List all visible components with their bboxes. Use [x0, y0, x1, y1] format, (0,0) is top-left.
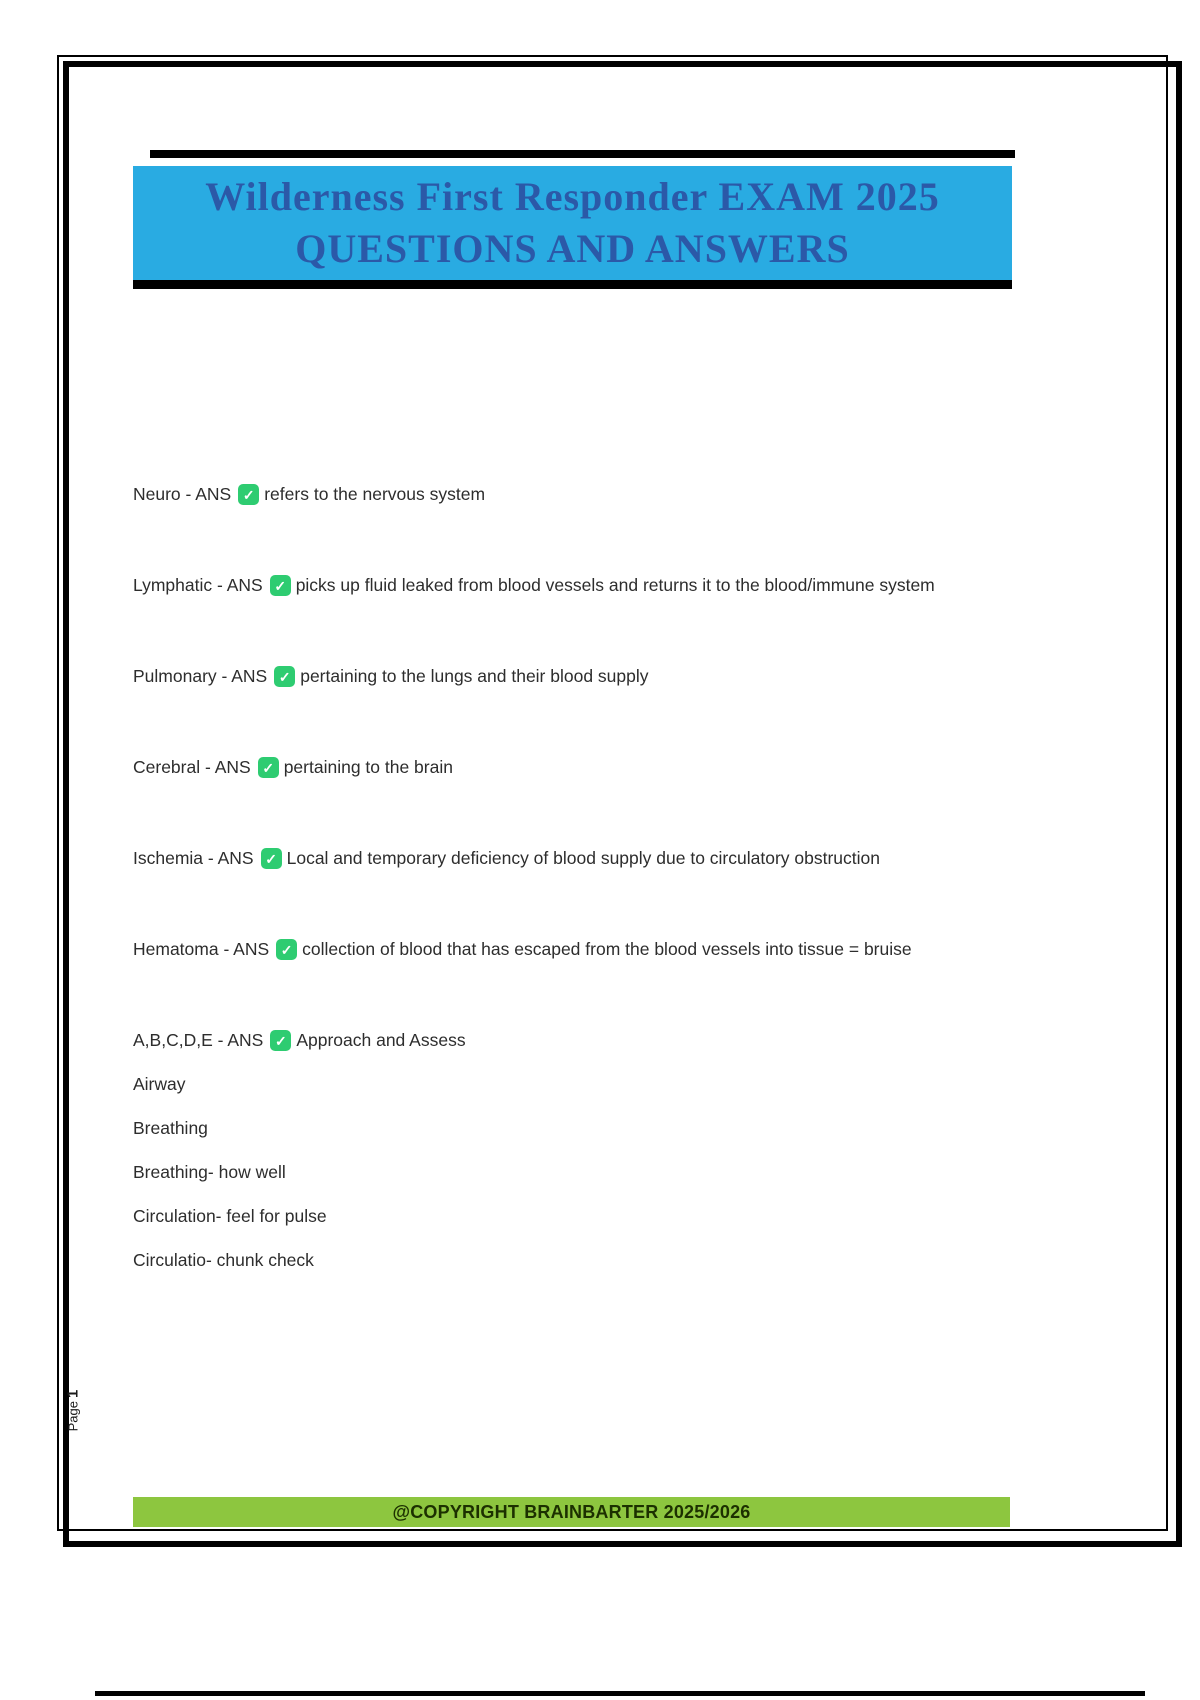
answer-check-icon: ✓ [258, 757, 279, 778]
qa-extra-line: Airway [133, 1074, 186, 1094]
qa-extra-line: Breathing- how well [133, 1162, 286, 1182]
qa-answer: Approach and Assess [296, 1030, 466, 1050]
qa-list [133, 479, 1012, 1275]
copyright-text: @COPYRIGHT BRAINBARTER 2025/2026 [392, 1501, 751, 1522]
document-title-line1: Wilderness First Responder EXAM 2025 [205, 174, 940, 219]
qa-item [133, 752, 1012, 782]
answer-check-icon: ✓ [276, 939, 297, 960]
header-bottom-rule [133, 280, 1012, 289]
answer-check-icon: ✓ [270, 575, 291, 596]
document-title-line2: QUESTIONS AND ANSWERS [295, 226, 850, 271]
qa-extra-line: Breathing [133, 1118, 208, 1138]
qa-extra-line: Circulation- feel for pulse [133, 1206, 327, 1226]
next-page-border-edge [95, 1691, 1145, 1696]
qa-item [133, 570, 1012, 600]
qa-extra-line: Circulatio- chunk check [133, 1250, 314, 1270]
qa-item [133, 843, 1012, 873]
qa-term: Hematoma - ANS [133, 939, 270, 959]
qa-answer: picks up fluid leaked from blood vessels and returns it to the blood/immune system [295, 575, 935, 595]
page-number: 1 [64, 1389, 82, 1398]
qa-answer: pertaining to the lungs and their blood supply [300, 666, 649, 686]
qa-term: Ischemia - ANS [133, 848, 254, 868]
answer-check-icon: ✓ [270, 1030, 291, 1051]
qa-item [133, 661, 1012, 691]
page-content [133, 150, 1012, 1336]
qa-item [133, 934, 1012, 964]
answer-check-icon: ✓ [261, 848, 282, 869]
answer-check-icon: ✓ [238, 484, 259, 505]
qa-term: A,B,C,D,E - ANS [133, 1030, 264, 1050]
qa-term: Neuro - ANS [133, 484, 232, 504]
qa-term: Cerebral - ANS [133, 757, 251, 777]
qa-answer: collection of blood that has escaped from the blood vessels into tissue = bruise [302, 939, 912, 959]
qa-term: Pulmonary - ANS [133, 666, 268, 686]
answer-check-icon: ✓ [274, 666, 295, 687]
qa-answer: Local and temporary deficiency of blood supply due to circulatory obstruction [286, 848, 880, 868]
qa-answer: pertaining to the brain [283, 757, 453, 777]
page-number-label [56, 1368, 90, 1452]
qa-item [133, 479, 1012, 509]
page-word: Page [65, 1400, 81, 1431]
copyright-footer [133, 1497, 1010, 1527]
header-top-rule [150, 150, 1015, 158]
qa-item [133, 1025, 1012, 1275]
title-banner [133, 166, 1012, 280]
qa-term: Lymphatic - ANS [133, 575, 263, 595]
qa-answer: refers to the nervous system [264, 484, 486, 504]
